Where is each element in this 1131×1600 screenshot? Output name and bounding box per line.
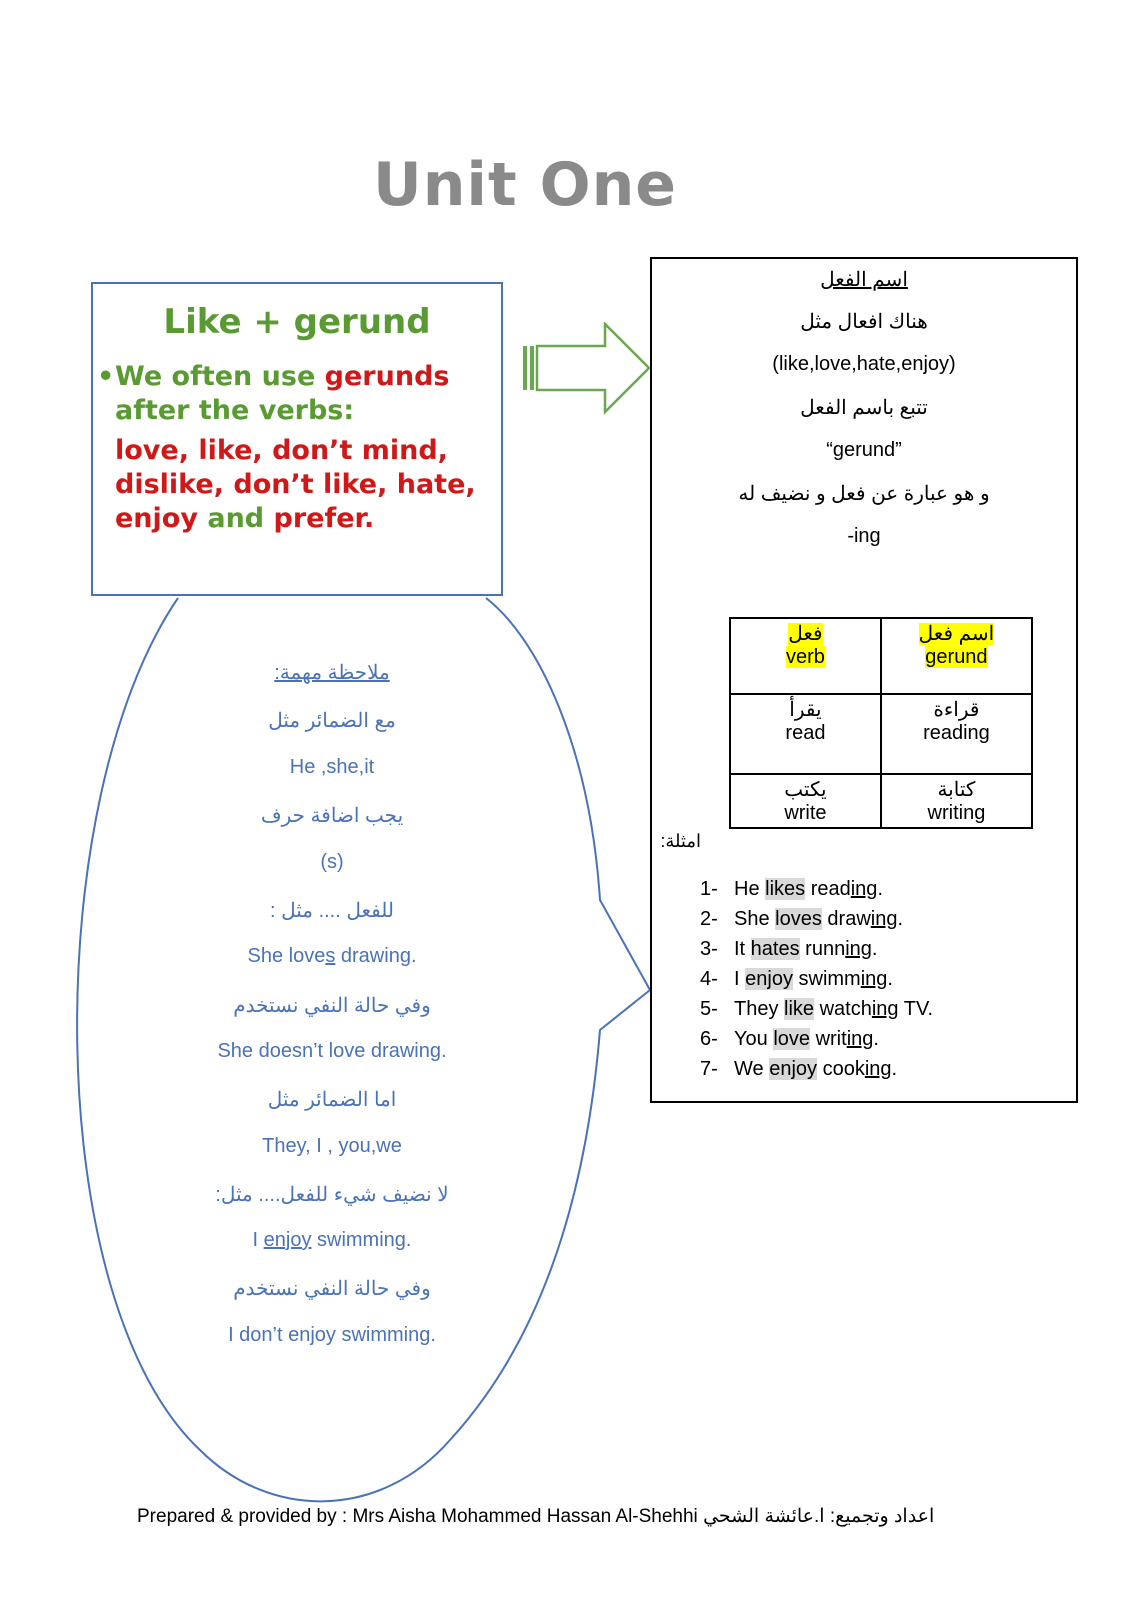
note-line-6-end: drawing. <box>335 945 417 967</box>
examples-list <box>700 874 933 1084</box>
explanation-line-4: “gerund” <box>826 439 902 461</box>
note-line-12-end: swimming. <box>311 1229 412 1251</box>
example-number: 6- <box>700 1028 718 1050</box>
table-header-row <box>730 618 1032 694</box>
example-end: . <box>887 968 893 990</box>
header-gerund-en: gerund <box>925 646 988 668</box>
list-item <box>700 1024 933 1054</box>
explanation-line-2: (like,love,hate,enjoy) <box>772 353 956 375</box>
note-line-1: مع الضمائر مثل <box>268 710 396 732</box>
cell-gerund-ar: كتابة <box>937 779 976 801</box>
example-end: . <box>873 1028 879 1050</box>
note-line-12 <box>165 1229 499 1252</box>
cell-verb-en: read <box>785 722 826 744</box>
explanation-line-1: هناك افعال مثل <box>800 311 928 333</box>
bullet-icon: • <box>97 361 115 392</box>
example-verb: loves <box>775 908 822 930</box>
right-arrow-icon <box>521 322 651 422</box>
rule-verbs <box>115 434 485 536</box>
example-number: 1- <box>700 878 718 900</box>
table-row <box>730 774 1032 828</box>
list-item <box>700 904 933 934</box>
header-gerund-ar: اسم فعل <box>918 623 995 645</box>
example-subject: He <box>734 878 766 900</box>
table-cell-verb <box>730 774 881 828</box>
note-line-6-start: She love <box>247 945 326 967</box>
example-number: 3- <box>700 938 718 960</box>
list-item <box>700 994 933 1024</box>
explanation-line-3: تتبع باسم الفعل <box>800 397 928 419</box>
rule-gerunds-highlight: gerunds <box>324 361 450 392</box>
explanation-line-6: -ing <box>847 525 881 547</box>
example-subject: We <box>734 1058 770 1080</box>
list-item <box>700 874 933 904</box>
example-subject: I <box>734 968 746 990</box>
example-ing: ing <box>871 998 899 1020</box>
note-line-13: وفي حالة النفي نستخدم <box>233 1278 431 1300</box>
note-line-6-s: s <box>325 945 336 967</box>
example-gerund-stem: read <box>805 878 851 900</box>
list-item <box>700 1054 933 1084</box>
example-subject: You <box>734 1028 774 1050</box>
example-ing: ing <box>850 878 878 900</box>
table-header-gerund <box>881 618 1032 694</box>
note-line-11: لا نضيف شيء للفعل.... مثل: <box>215 1184 449 1206</box>
example-ing: ing <box>846 1028 874 1050</box>
example-end: . <box>897 908 904 930</box>
example-verb: enjoy <box>769 1058 818 1080</box>
rule-verbs-last: prefer. <box>273 503 375 534</box>
rule-line-2: after the verbs: <box>115 395 355 426</box>
example-number: 7- <box>700 1058 718 1080</box>
example-gerund-stem: runn <box>799 938 846 960</box>
note-line-10: They, I , you,we <box>262 1135 402 1157</box>
rule-verbs-and: and <box>197 503 274 534</box>
cell-gerund-en: writing <box>927 802 986 824</box>
cell-gerund-ar: قراءة <box>933 699 980 721</box>
cell-verb-ar: يقرأ <box>789 699 822 721</box>
example-end: . <box>871 938 878 960</box>
example-gerund-stem: watch <box>814 998 872 1020</box>
rule-line-1 <box>115 360 485 394</box>
example-number: 4- <box>700 968 718 990</box>
example-end: . <box>877 878 883 900</box>
footer-credit: Prepared & provided by : Mrs Aisha Mohammed Hassan Al-Shehhi اعداد وتجميع: ا.عائشة الشحي <box>137 1506 935 1527</box>
verb-gerund-table <box>729 617 1033 829</box>
explanation-box <box>650 257 1078 1103</box>
note-line-12-start: I <box>252 1229 264 1251</box>
note-line-5: للفعل .... مثل : <box>270 900 394 922</box>
example-subject: She <box>734 908 776 930</box>
example-number: 2- <box>700 908 718 930</box>
example-gerund-stem: cook <box>817 1058 865 1080</box>
example-ing: ing <box>864 1058 892 1080</box>
explanation-line-5: و هو عبارة عن فعل و نضيف له <box>738 483 990 505</box>
note-line-9: اما الضمائر مثل <box>267 1089 397 1111</box>
example-ing: ing <box>870 908 898 930</box>
example-verb: enjoy <box>745 968 793 990</box>
note-heading: ملاحظة مهمة: <box>274 662 390 684</box>
example-verb: hates <box>750 938 800 960</box>
example-verb: likes <box>765 878 806 900</box>
page-title: Unit One <box>373 150 677 220</box>
example-subject: They <box>734 998 785 1020</box>
note-line-7: وفي حالة النفي نستخدم <box>233 995 431 1017</box>
header-verb-en: verb <box>785 646 825 668</box>
table-row <box>730 694 1032 774</box>
cell-verb-en: write <box>784 802 827 824</box>
example-gerund-stem: draw <box>821 908 871 930</box>
note-line-12-verb: enjoy <box>263 1229 312 1251</box>
note-line-3: يجب اضافة حرف <box>260 805 404 827</box>
example-verb: love <box>773 1028 811 1050</box>
table-cell-gerund <box>881 694 1032 774</box>
rule-verbs-list: love, like, don’t mind, dislike, don’t like, hate, enjoy <box>115 435 476 534</box>
list-item <box>700 964 933 994</box>
example-ing: ing <box>845 938 872 960</box>
rule-body <box>97 360 485 536</box>
rule-line-1-prefix: We often use <box>115 361 325 392</box>
examples-label: امثلة: <box>660 831 701 851</box>
example-verb: like <box>784 998 815 1020</box>
cell-gerund-en: reading <box>923 722 990 744</box>
table-header-verb <box>730 618 881 694</box>
rule-box <box>91 282 503 596</box>
note-line-6 <box>165 945 499 968</box>
table-cell-verb <box>730 694 881 774</box>
example-end: . <box>891 1058 898 1080</box>
example-end: TV. <box>898 998 934 1020</box>
example-gerund-stem: swimm <box>792 968 861 990</box>
note-line-8: She doesn’t love drawing. <box>217 1040 447 1062</box>
table-cell-gerund <box>881 774 1032 828</box>
example-subject: It <box>734 938 751 960</box>
example-gerund-stem: writ <box>810 1028 847 1050</box>
example-number: 5- <box>700 998 718 1020</box>
explanation-heading: اسم الفعل <box>820 269 908 291</box>
rule-heading: Like + gerund <box>163 302 431 342</box>
note-line-2: He ,she,it <box>289 756 375 778</box>
cell-verb-ar: يكتب <box>784 779 827 801</box>
list-item <box>700 934 933 964</box>
header-verb-ar: فعل <box>788 623 823 645</box>
example-ing: ing <box>860 968 888 990</box>
note-line-14: I don’t enjoy swimming. <box>228 1324 436 1346</box>
note-line-4: (s) <box>320 851 344 873</box>
